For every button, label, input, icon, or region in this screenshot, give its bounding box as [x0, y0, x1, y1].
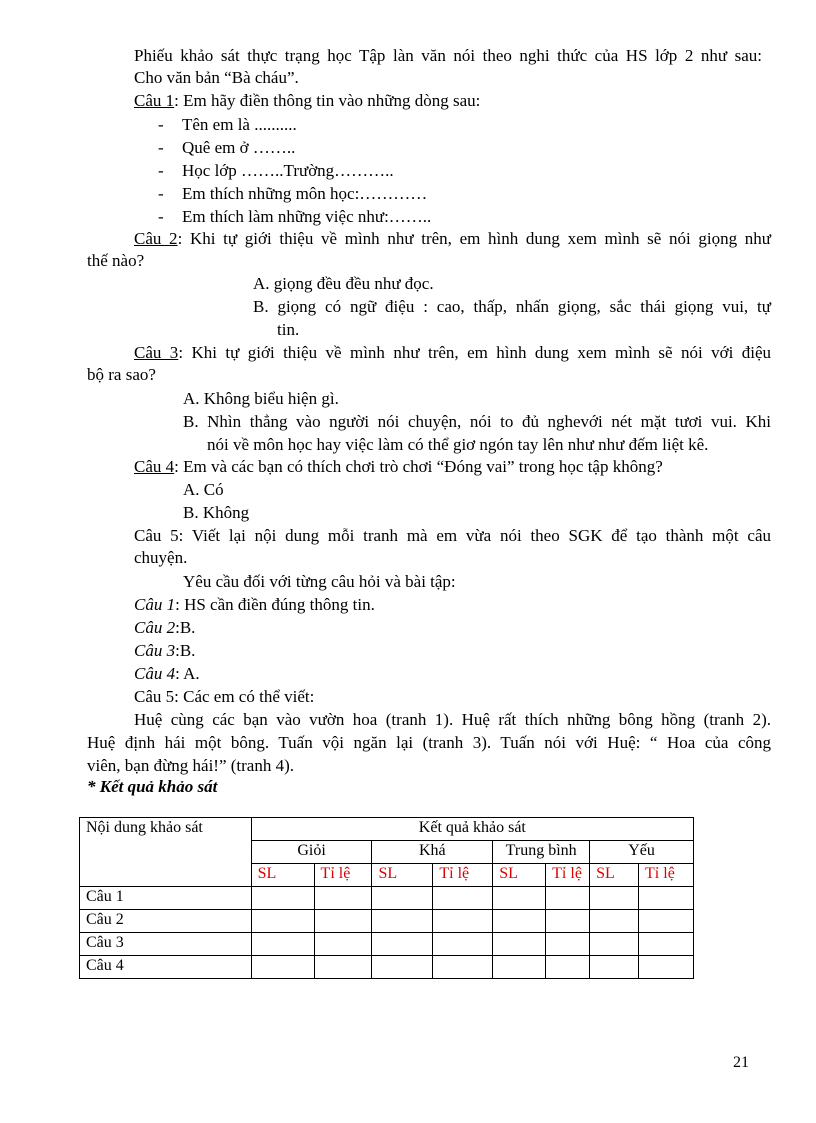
- table-row: [80, 910, 694, 933]
- question-2-label: Câu 2: [134, 229, 178, 248]
- question-1-text: : Em hãy điền thông tin vào những dòng sau:: [174, 91, 481, 110]
- q3-option-b: B. Nhìn thẳng vào người nói chuyện, nói to đủ nghevới nét mặt tươi vui. Khi: [183, 412, 771, 431]
- level-gioi: Giỏi: [251, 841, 372, 864]
- q4-option-a: A. Có: [183, 480, 224, 499]
- question-5: Câu 5: Viết lại nội dung mỗi tranh mà em vừa nói theo SGK để tạo thành một câu: [134, 526, 771, 545]
- story-line-3: viên, bạn đừng hái!” (tranh 4).: [87, 756, 295, 775]
- tile-header: Tỉ lệ: [546, 864, 590, 887]
- story-line-1: Huệ cùng các bạn vào vườn hoa (tranh 1). Huệ rất thích những bông hồng (tranh 2).: [134, 710, 771, 729]
- row-label: Câu 4: [80, 956, 252, 979]
- level-kha: Khá: [372, 841, 493, 864]
- q3-option-b-cont: nói về môn học hay việc làm có thể giơ ngón tay lên như như đếm liệt kê.: [207, 435, 709, 454]
- level-yeu: Yếu: [590, 841, 694, 864]
- row-label: Câu 3: [80, 933, 252, 956]
- table-row: [80, 933, 694, 956]
- q1-item-4: - Em thích những môn học:…………: [158, 184, 428, 203]
- sl-header: SL: [590, 864, 639, 887]
- story-line-2: Huệ định hái một bông. Tuấn vội ngăn lại (tranh 3). Tuấn nói với Huệ: “ Hoa của công: [87, 733, 771, 752]
- answer-1: Câu 1: HS cần điền đúng thông tin.: [134, 595, 375, 614]
- row-label: Câu 1: [80, 887, 252, 910]
- q4-option-b: B. Không: [183, 503, 250, 522]
- question-1-label: Câu 1: [134, 91, 175, 110]
- q1-item-3: - Học lớp ……..Trường………..: [158, 161, 394, 180]
- question-2-cont: thế nào?: [87, 251, 145, 270]
- header-content: Nội dung khảo sát: [80, 818, 252, 887]
- results-heading: * Kết quả khảo sát: [87, 777, 218, 796]
- question-3-cont: bộ ra sao?: [87, 365, 156, 384]
- answer-5: Câu 5: Các em có thể viết:: [134, 687, 315, 706]
- survey-results-table: [79, 817, 694, 979]
- q2-option-b: B. giọng có ngữ điệu : cao, thấp, nhấn giọng, sắc thái giọng vui, tự: [253, 297, 771, 316]
- question-3: Câu 3: Khi tự giới thiệu về mình như trên, em hình dung xem mình sẽ nói với điệu: [134, 343, 772, 362]
- question-2: Câu 2: Khi tự giới thiệu về mình như trên, em hình dung xem mình sẽ nói giọng như: [134, 229, 771, 248]
- answer-2: Câu 2:B.: [134, 618, 196, 637]
- question-4-label: Câu 4: [134, 457, 175, 476]
- requirements-heading: Yêu cầu đối với từng câu hỏi và bài tập:: [183, 572, 456, 591]
- sl-header: SL: [493, 864, 546, 887]
- answer-3: Câu 3:B.: [134, 641, 196, 660]
- sl-header: SL: [251, 864, 314, 887]
- q1-item-1: - Tên em là ..........: [158, 115, 297, 134]
- question-5-cont: chuyện.: [134, 548, 188, 567]
- tile-header: Tỉ lệ: [639, 864, 694, 887]
- header-results: Kết quả khảo sát: [251, 818, 693, 841]
- q1-item-5: - Em thích làm những việc như:……..: [158, 207, 432, 226]
- row-label: Câu 2: [80, 910, 252, 933]
- page-number: 21: [733, 1054, 749, 1071]
- tile-header: Tỉ lệ: [314, 864, 372, 887]
- intro-line-1: Phiếu khảo sát thực trạng học Tập làn văn nói theo nghi thức của HS lớp 2 như sau:: [134, 46, 762, 65]
- intro-line-2: Cho văn bản “Bà cháu”.: [134, 68, 299, 87]
- answer-4: Câu 4: A.: [134, 664, 200, 683]
- question-4: Câu 4: Em và các bạn có thích chơi trò chơi “Đóng vai” trong học tập không?: [134, 457, 663, 476]
- sl-header: SL: [372, 864, 433, 887]
- q3-option-a: A. Không biểu hiện gì.: [183, 389, 339, 408]
- q2-option-b-cont: tin.: [277, 320, 300, 339]
- tile-header: Tỉ lệ: [433, 864, 493, 887]
- table-row: [80, 887, 694, 910]
- table-row: [80, 956, 694, 979]
- question-3-label: Câu 3: [134, 343, 179, 362]
- level-trung-binh: Trung bình: [493, 841, 590, 864]
- q1-item-2: - Quê em ở ……..: [158, 138, 296, 157]
- q2-option-a: A. giọng đều đều như đọc.: [253, 274, 434, 293]
- question-1: [134, 91, 480, 111]
